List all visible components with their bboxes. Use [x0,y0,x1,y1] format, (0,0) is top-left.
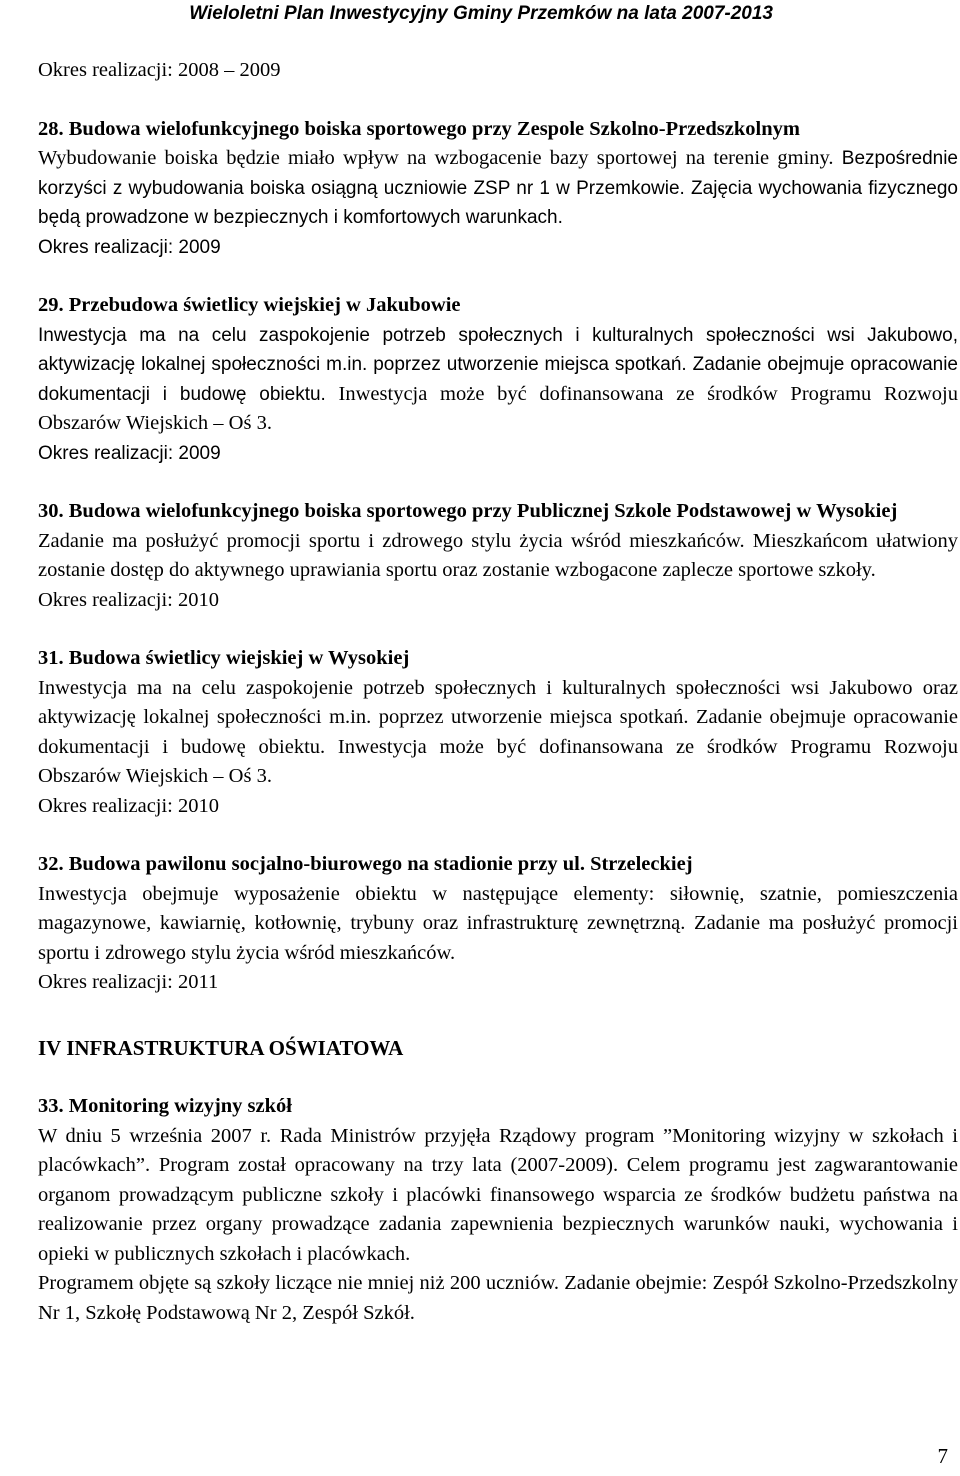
item-heading-30: 30. Budowa wielofunkcyjnego boiska sportowego przy Publicznej Szkole Podstawowej w Wysokiej [38,500,898,522]
item-heading-29: 29. Przebudowa świetlicy wiejskiej w Jakubowie [38,294,461,316]
item-period-32: Okres realizacji: 2011 [38,971,219,993]
item-body-33-part2: Programem objęte są szkoły liczące nie mniej niż 200 uczniów. Zadanie obejmie: Zespół Szkolno-Przedszkolny Nr 1, Szkołę Podstawową Nr 2, Zespół Szkół. [38,1272,958,1324]
item-period-30: Okres realizacji: 2010 [38,588,220,611]
item-body-31: Inwestycja ma na celu zaspokojenie potrzeb społecznych i kulturalnych społeczności wsi Jakubowo oraz aktywizację lokalnej społeczności m.in. poprzez utworzenie miejsca spotkań. Zadanie obejmuje opracowanie dokumentacji i budowę obiektu. Inwestycja może być dofinansowana ze środków Programu Rozwoju Obszarów Wiejskich – Oś 3. [38,676,958,787]
period-line: Okres realizacji: 2008 – 2009 [38,59,281,81]
item-heading-28: 28. Budowa wielofunkcyjnego boiska sportowego przy Zespole Szkolno-Przedszkolnym [38,117,800,140]
item-body-28-serif: Wybudowanie boiska będzie miało wpływ na wzbogacenie bazy sportowej na terenie gminy. [38,147,834,169]
item-body-29 [38,321,958,439]
section-title: IV INFRASTRUKTURA OŚWIATOWA [38,1035,404,1060]
page-content [38,56,958,1328]
item-heading-31: 31. Budowa świetlicy wiejskiej w Wysokiej [38,647,410,669]
item-body-33-part1: W dniu 5 września 2007 r. Rada Ministrów przyjęła Rządowy program ”Monitoring wizyjny w szkołach i placówkach”. Program został opracowany na trzy lata (2007-2009). Celem programu jest zagwarantowanie organom prowadzącym publiczne szkoły i placówki finansowego wsparcia ze środków budżetu państwa na realizowanie przez organy prowadzące zadania zapewnienia bezpiecznych warunków nauki, wychowania i opieki w publicznych szkołach i placówkach. [38,1124,958,1265]
page-number: 7 [937,1444,948,1468]
item-body-30: Zadanie ma posłużyć promocji sportu i zdrowego stylu życia wśród mieszkańców. Mieszkańcom ułatwiony zostanie dostęp do aktywnego uprawiania sportu oraz zostanie wzbogacone zaplecze sportowe szkoły. [38,529,958,581]
item-period-29: Okres realizacji: 2009 [38,442,221,464]
item-heading-33: 33. Monitoring wizyjny szkół [38,1095,292,1117]
item-body-28 [38,144,958,233]
item-body-29-serif: Inwestycja może być dofinansowana ze środków Programu Rozwoju Obszarów Wiejskich – Oś 3. [38,382,959,434]
item-body-28-sans: Bezpośrednie korzyści z wybudowania boiska osiągną uczniowie ZSP nr 1 w Przemkowie. Zajęcia wychowania fizycznego będą prowadzone w bezpiecznych i komfortowych warunkach. [38,148,958,228]
item-heading-32: 32. Budowa pawilonu socjalno-biurowego na stadionie przy ul. Strzeleckiej [38,853,693,875]
item-period-31: Okres realizacji: 2010 [38,794,220,817]
item-body-32: Inwestycja obejmuje wyposażenie obiektu w następujące elementy: siłownię, szatnie, pomieszczenia magazynowe, kawiarnię, kotłownię, trybuny oraz infrastrukturę zewnętrzną. Zadanie ma posłużyć promocji sportu i zdrowego stylu życia wśród mieszkańców. [38,882,958,964]
item-period-28: Okres realizacji: 2009 [38,236,221,258]
running-header: Wieloletni Plan Inwestycyjny Gminy Przemków na lata 2007-2013 [189,3,773,24]
item-body-29-sans: Inwestycja ma na celu zaspokojenie potrzeb społecznych i kulturalnych społeczności wsi Jakubowo, aktywizację lokalnej społeczności m.in. poprzez utworzenie miejsca spotkań. Zadanie obejmuje opracowanie dokumentacji i budowę obiektu. [38,324,958,405]
